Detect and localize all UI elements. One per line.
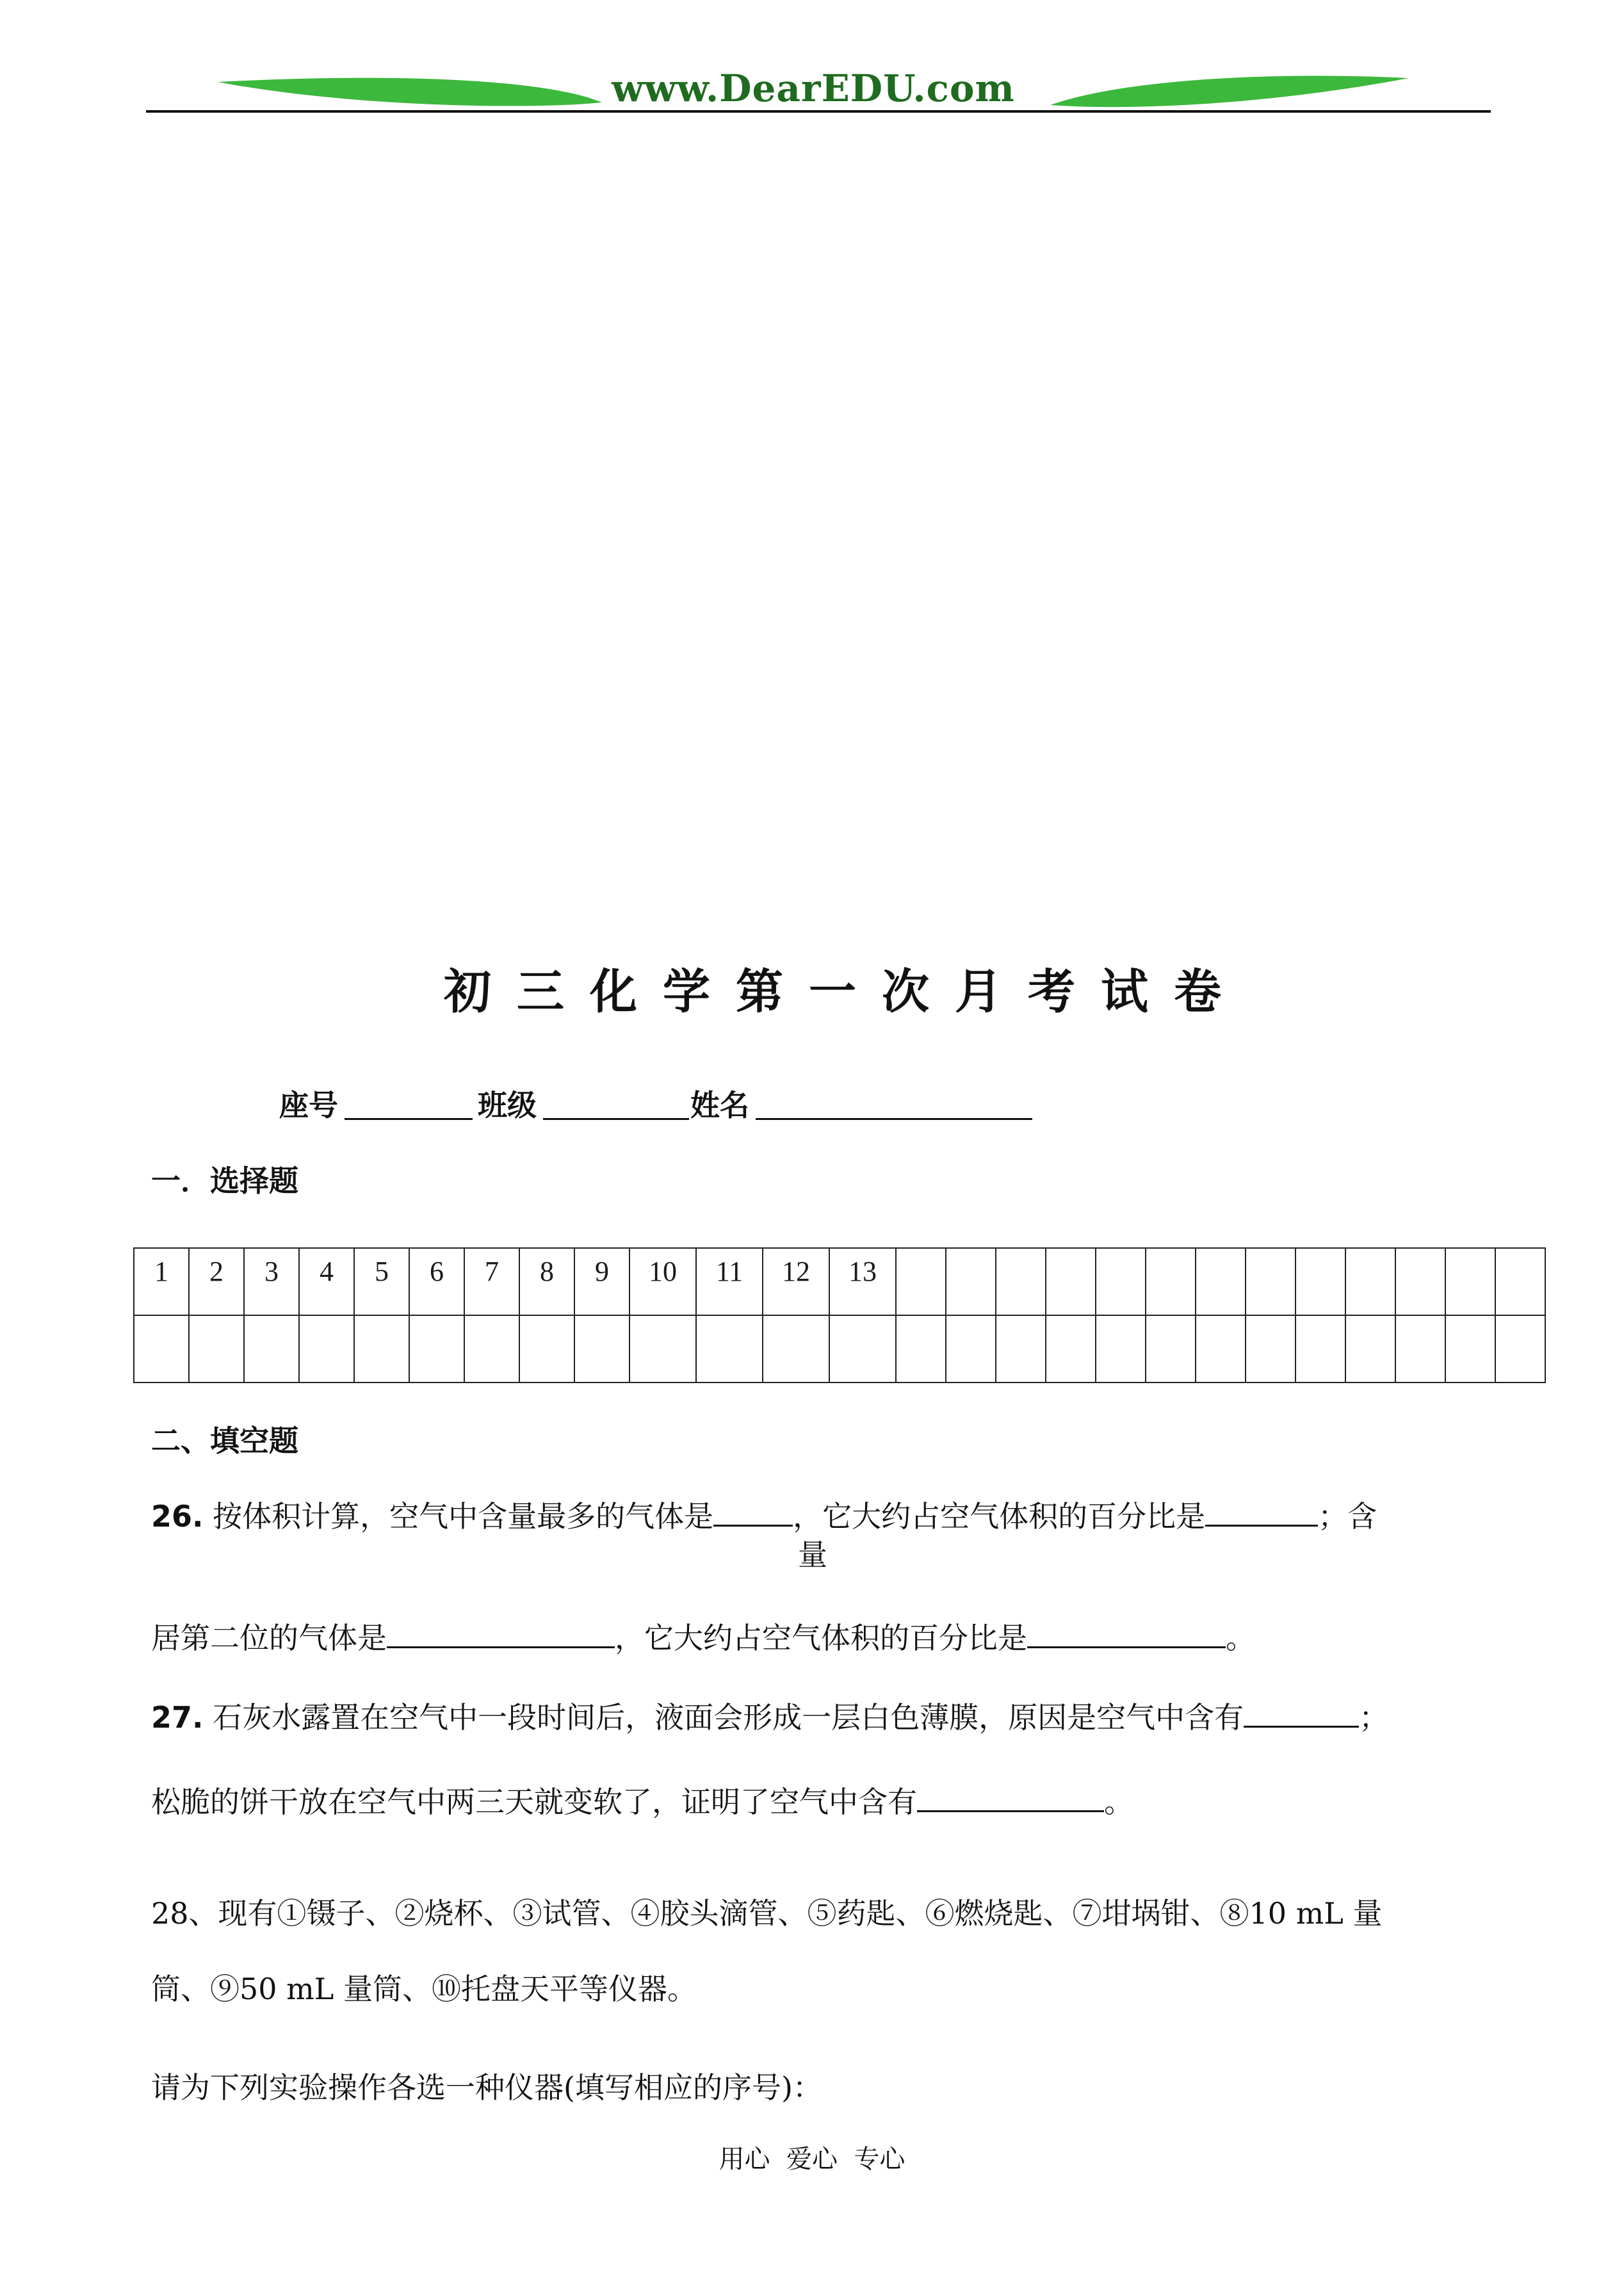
question-number-dot: .: [192, 1499, 204, 1534]
answer-cell[interactable]: [629, 1315, 696, 1383]
answer-cell[interactable]: [134, 1315, 189, 1383]
question-number-cell: 11: [696, 1248, 763, 1315]
question-text: ，它大约占空气体积的百分比是: [793, 1499, 1206, 1534]
answer-blank[interactable]: [387, 1617, 615, 1648]
answer-cell[interactable]: [1246, 1315, 1295, 1383]
question-number-cell: 6: [409, 1248, 464, 1315]
answer-cell[interactable]: [244, 1315, 299, 1383]
answer-cell[interactable]: [1046, 1315, 1096, 1383]
question-text: ；含: [1318, 1499, 1377, 1534]
answer-cell[interactable]: [1345, 1315, 1395, 1383]
answer-cell[interactable]: [464, 1315, 519, 1383]
answer-blank[interactable]: [1205, 1495, 1318, 1527]
answer-cell[interactable]: [1395, 1315, 1445, 1383]
answer-cell[interactable]: [1495, 1315, 1545, 1383]
question-text: 。: [1226, 1621, 1255, 1655]
question-number-cell: 10: [629, 1248, 696, 1315]
answer-cell[interactable]: [1096, 1315, 1146, 1383]
answer-cell[interactable]: [519, 1315, 574, 1383]
question-number-cell: [1345, 1248, 1395, 1315]
name-label: 姓名: [690, 1088, 749, 1123]
question-number-cell: 12: [763, 1248, 829, 1315]
question-number-cell: [1096, 1248, 1146, 1315]
question-number-cell: 5: [354, 1248, 409, 1315]
question-number-cell: 13: [829, 1248, 896, 1315]
seat-label: 座号: [279, 1088, 338, 1123]
question-26-line-1: [151, 1493, 1377, 1536]
question-number-cell: [1445, 1248, 1495, 1315]
answer-table: [133, 1247, 1546, 1383]
class-blank: [543, 1118, 689, 1120]
question-number-cell: 2: [189, 1248, 244, 1315]
question-number-cell: [1146, 1248, 1196, 1315]
question-28-instruction: 请为下列实验操作各选一种仪器(填写相应的序号)：: [151, 2070, 822, 2105]
answer-blank[interactable]: [1244, 1696, 1359, 1728]
answer-table-header-row: [134, 1248, 1545, 1315]
section-heading-fill: 二、填空题: [151, 1423, 298, 1458]
question-number-cell: 8: [519, 1248, 574, 1315]
question-27-line-2: [151, 1779, 1133, 1821]
question-text: ，它大约占空气体积的百分比是: [615, 1621, 1027, 1655]
answer-cell[interactable]: [696, 1315, 763, 1383]
question-text: 石灰水露置在空气中一段时间后，液面会形成一层白色薄膜，原因是空气中含有: [213, 1700, 1244, 1735]
question-text: 居第二位的气体是: [151, 1621, 387, 1655]
question-28-line-2: 筒、⑨50 mL 量筒、⑩托盘天平等仪器。: [151, 1972, 697, 2006]
answer-cell[interactable]: [189, 1315, 244, 1383]
answer-cell[interactable]: [1295, 1315, 1345, 1383]
question-text: 。: [1104, 1785, 1133, 1819]
answer-cell[interactable]: [574, 1315, 629, 1383]
question-text: 松脆的饼干放在空气中两三天就变软了，证明了空气中含有: [151, 1785, 917, 1819]
seat-blank: [345, 1118, 473, 1120]
question-number-cell: [1395, 1248, 1445, 1315]
question-number-cell: [1046, 1248, 1096, 1315]
question-26-line-2: [151, 1615, 1255, 1657]
section-heading-choice: 一．选择题: [151, 1164, 298, 1198]
question-number: 26: [151, 1499, 193, 1534]
answer-cell[interactable]: [763, 1315, 829, 1383]
name-blank: [756, 1118, 1032, 1120]
question-number-cell: [896, 1248, 946, 1315]
exam-title: 初三化学第一次月考试卷: [444, 964, 1247, 1019]
question-number-cell: 3: [244, 1248, 299, 1315]
question-number-cell: [1246, 1248, 1295, 1315]
question-27-line-1: [151, 1694, 1388, 1737]
answer-cell[interactable]: [1146, 1315, 1196, 1383]
answer-cell[interactable]: [896, 1315, 946, 1383]
question-number-cell: 9: [574, 1248, 629, 1315]
question-number-cell: 4: [299, 1248, 354, 1315]
answer-table-answer-row: [134, 1315, 1545, 1383]
answer-cell[interactable]: [829, 1315, 896, 1383]
question-number-cell: [996, 1248, 1046, 1315]
question-number-cell: [1295, 1248, 1345, 1315]
question-28-line-1: 28、现有①镊子、②烧杯、③试管、④胶头滴管、⑤药匙、⑥燃烧匙、⑦坩埚钳、⑧10 mL 量: [151, 1896, 1383, 1931]
question-number-cell: [946, 1248, 996, 1315]
question-number-cell: [1196, 1248, 1246, 1315]
footer-text: 用心 爱心 专心: [719, 2145, 905, 2174]
answer-cell[interactable]: [354, 1315, 409, 1383]
answer-blank[interactable]: [713, 1495, 793, 1527]
question-26-wrapped-char: 量: [798, 1537, 827, 1572]
header-rule: [146, 110, 1491, 113]
answer-cell[interactable]: [409, 1315, 464, 1383]
answer-blank[interactable]: [917, 1781, 1104, 1812]
question-number-cell: [1495, 1248, 1545, 1315]
answer-cell[interactable]: [299, 1315, 354, 1383]
question-number: 27: [151, 1700, 193, 1735]
answer-cell[interactable]: [1445, 1315, 1495, 1383]
site-url-logo: www.DearEDU.com: [612, 67, 1015, 110]
answer-cell[interactable]: [996, 1315, 1046, 1383]
answer-blank[interactable]: [1027, 1617, 1226, 1648]
question-number-dot: .: [192, 1700, 204, 1735]
question-number-cell: 7: [464, 1248, 519, 1315]
answer-cell[interactable]: [1196, 1315, 1246, 1383]
answer-cell[interactable]: [946, 1315, 996, 1383]
question-text: 按体积计算，空气中含量最多的气体是: [213, 1499, 714, 1534]
question-text: ；: [1359, 1700, 1389, 1735]
question-number-cell: 1: [134, 1248, 189, 1315]
class-label: 班级: [478, 1088, 537, 1123]
